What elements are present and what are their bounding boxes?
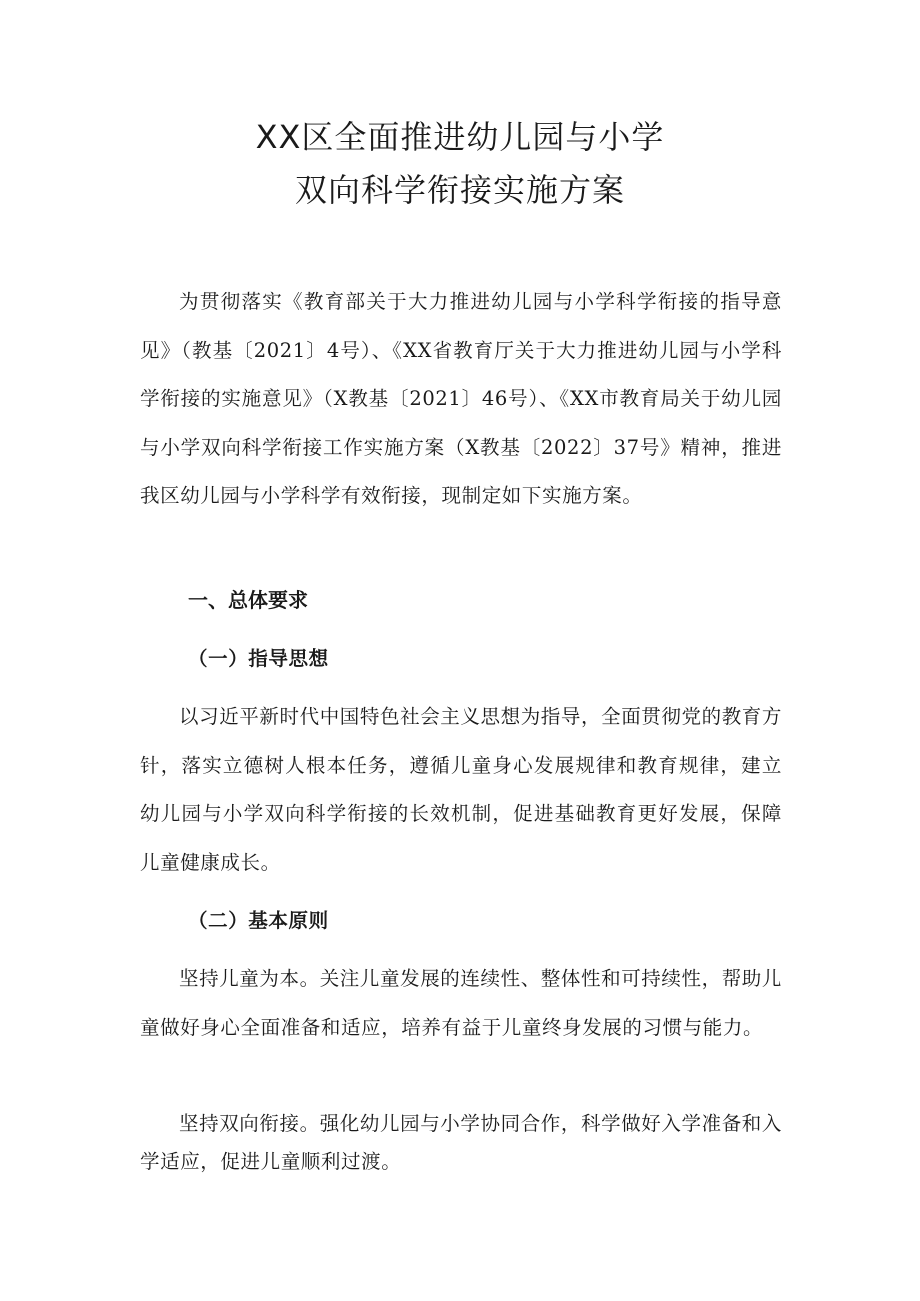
intro-paragraph: 为贯彻落实《教育部关于大力推进幼儿园与小学科学衔接的指导意见》（教基〔2021〕4号）、《XX省教育厅关于大力推进幼儿园与小学科学衔接的实施意见》（X教基〔2021〕46号）、《XX市教育局关于幼儿园与小学双向科学衔接工作实施方案（X教基〔2022〕37号》精神，推进我区幼儿园与小学科学有效衔接，现制定如下实施方案。 <box>140 290 782 507</box>
principle-child-centered-paragraph: 坚持儿童为本。关注儿童发展的连续性、整体性和可持续性，帮助儿童做好身心全面准备和适应，培养有益于儿童终身发展的习惯与能力。 <box>140 967 783 1039</box>
section-heading-general-requirements: 一、总体要求 <box>188 588 308 612</box>
document-title-line-2: 双向科学衔接实施方案 <box>294 171 625 209</box>
guiding-ideology-paragraph: 以习近平新时代中国特色社会主义思想为指导，全面贯彻党的教育方针，落实立德树人根本任务，遵循儿童身心发展规律和教育规律，建立幼儿园与小学双向科学衔接的长效机制，促进基础教育更好发展，保障儿童健康成长。 <box>140 705 783 874</box>
subheading-guiding-ideology: （一）指导思想 <box>188 647 329 670</box>
subheading-basic-principles: （二）基本原则 <box>188 909 329 932</box>
principle-two-way-connection-paragraph: 坚持双向衔接。强化幼儿园与小学协同合作，科学做好入学准备和入学适应，促进儿童顺利过渡。 <box>140 1112 783 1173</box>
document-title-line-1: XX区全面推进幼儿园与小学 <box>255 118 665 156</box>
